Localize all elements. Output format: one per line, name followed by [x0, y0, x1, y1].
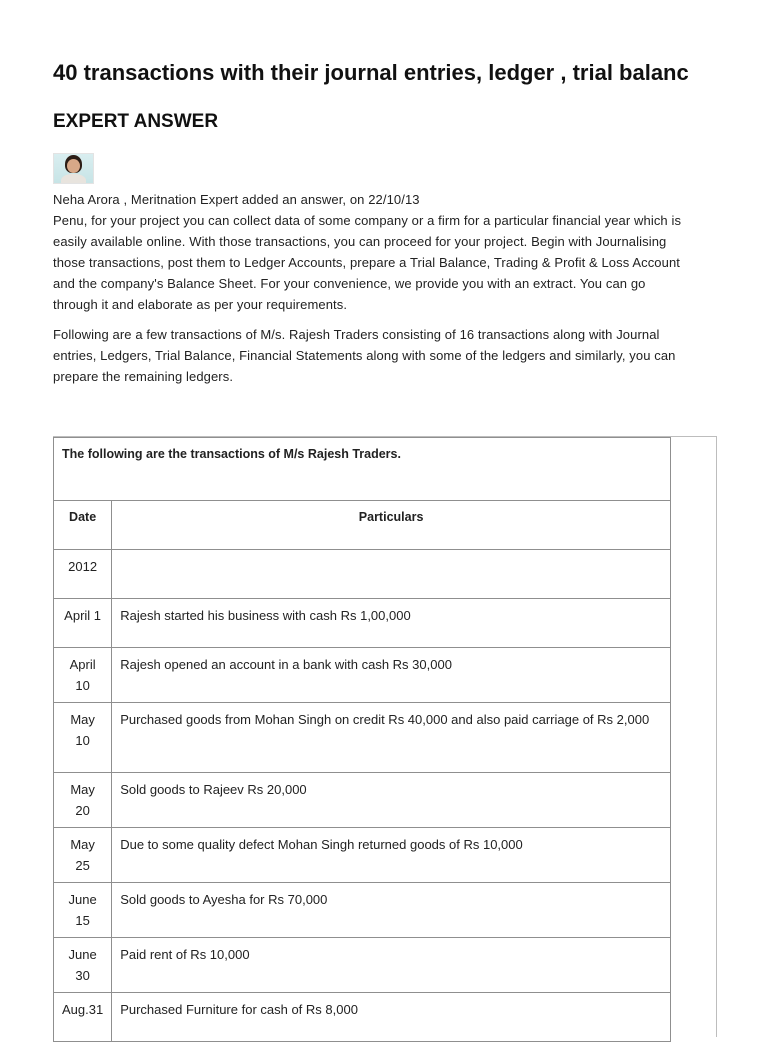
expert-answer-heading: EXPERT ANSWER — [53, 111, 219, 132]
row-particulars: Rajesh started his business with cash Rs 1,00,000 — [112, 599, 671, 648]
row-particulars: Purchased goods from Mohan Singh on credit Rs 40,000 and also paid carriage of Rs 2,000 — [112, 703, 671, 773]
table-header-row — [54, 501, 671, 550]
row-particulars: Sold goods to Ayesha for Rs 70,000 — [112, 883, 671, 938]
answer-paragraph-1 — [53, 210, 715, 315]
table-row — [54, 599, 671, 648]
row-particulars: Purchased Furniture for cash of Rs 8,000 — [112, 993, 671, 1042]
row-date: May 25 — [54, 828, 112, 883]
row-date: April 10 — [54, 648, 112, 703]
paragraph-line: Penu, for your project you can collect data of some company or a firm for a particular financial year which is — [53, 213, 682, 228]
table-row — [54, 550, 671, 599]
table-row — [54, 773, 671, 828]
paragraph-line: prepare the remaining ledgers. — [53, 369, 234, 384]
document-page — [53, 0, 715, 387]
expert-avatar — [53, 153, 94, 184]
table-row — [54, 938, 671, 993]
row-particulars: Sold goods to Rajeev Rs 20,000 — [112, 773, 671, 828]
paragraph-line: easily available online. With those transactions, you can proceed for your project. Begin with Journalising — [53, 234, 667, 249]
paragraph-line: and the company's Balance Sheet. For your convenience, we provide you with an extract. You can go — [53, 276, 646, 291]
date-column-header: Date — [54, 501, 112, 550]
transactions-table — [53, 437, 671, 1042]
paragraph-line: entries, Ledgers, Trial Balance, Financial Statements along with some of the ledgers and similarly, you can — [53, 348, 676, 363]
particulars-column-header: Particulars — [112, 501, 671, 550]
answer-paragraph-2 — [53, 324, 715, 387]
row-date: June 15 — [54, 883, 112, 938]
paragraph-line: those transactions, post them to Ledger Accounts, prepare a Trial Balance, Trading & Profit & Loss Account — [53, 255, 681, 270]
row-date: May 20 — [54, 773, 112, 828]
row-date: 2012 — [54, 550, 112, 599]
table-row — [54, 883, 671, 938]
row-date: May 10 — [54, 703, 112, 773]
paragraph-line: Following are a few transactions of M/s. Rajesh Traders consisting of 16 transactions along with Journal — [53, 327, 660, 342]
row-date: June 30 — [54, 938, 112, 993]
row-date: April 1 — [54, 599, 112, 648]
row-particulars: Paid rent of Rs 10,000 — [112, 938, 671, 993]
row-particulars: Due to some quality defect Mohan Singh returned goods of Rs 10,000 — [112, 828, 671, 883]
row-date: Aug.31 — [54, 993, 112, 1042]
row-particulars — [112, 550, 671, 599]
table-caption: The following are the transactions of M/s Rajesh Traders. — [54, 438, 671, 501]
table-row — [54, 648, 671, 703]
page-title: 40 transactions with their journal entries, ledger , trial balanc — [53, 60, 689, 85]
transactions-table-frame — [53, 436, 717, 1037]
table-row — [54, 828, 671, 883]
row-particulars: Rajesh opened an account in a bank with cash Rs 30,000 — [112, 648, 671, 703]
table-row — [54, 703, 671, 773]
table-row — [54, 993, 671, 1042]
paragraph-line: through it and elaborate as per your requirements. — [53, 297, 348, 312]
answer-meta: Neha Arora , Meritnation Expert added an answer, on 22/10/13 — [53, 192, 420, 207]
